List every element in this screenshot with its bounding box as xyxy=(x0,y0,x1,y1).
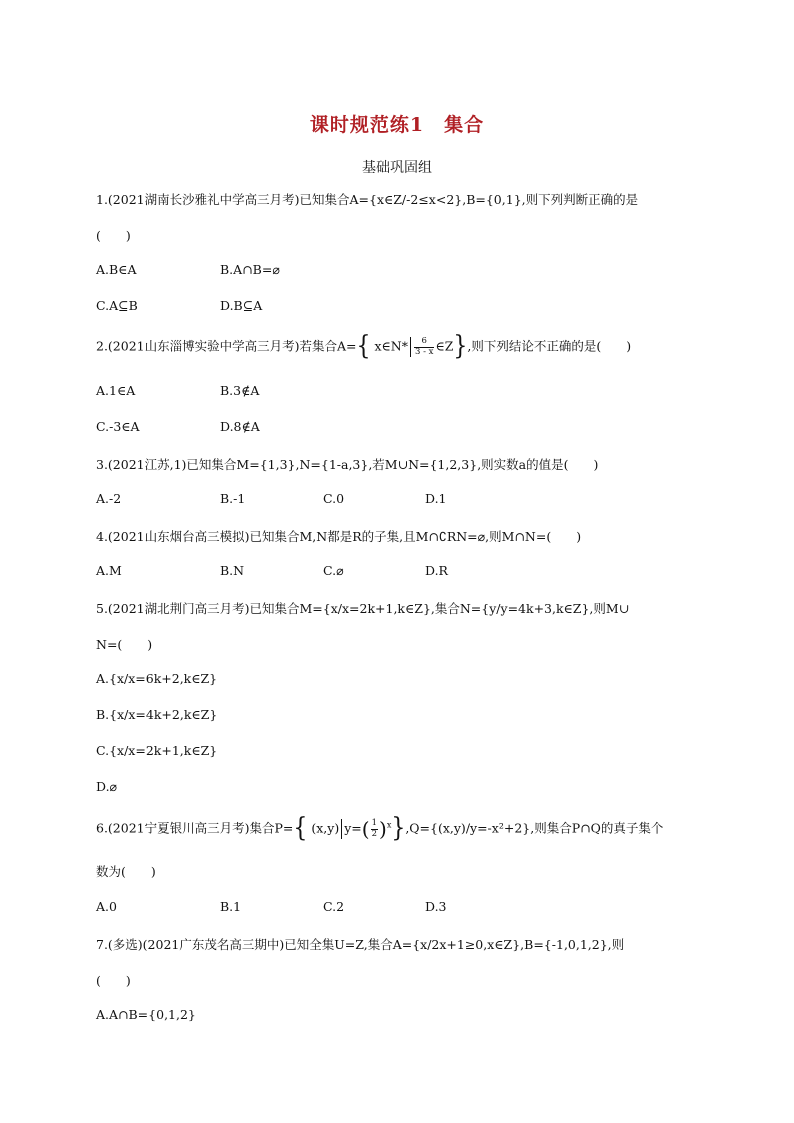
question-5-stem: 5.(2021湖北荆门高三月考)已知集合M={x/x=2k+1,k∈Z},集合N={y/y=4k+3,k∈Z},则M∪ xyxy=(96,601,630,616)
question-4-stem: 4.(2021山东烟台高三模拟)已知集合M,N都是R的子集,且M∩∁RN=⌀,则M∩N=( ) xyxy=(96,529,582,544)
right-paren: ) xyxy=(379,817,387,841)
question-6-option-c: C.2 xyxy=(323,899,345,914)
question-1-option-d: D.B⊆A xyxy=(220,298,263,313)
fraction xyxy=(371,819,378,840)
fraction-denominator: 3 - x xyxy=(414,346,434,357)
question-1-option-b: B.A∩B=⌀ xyxy=(220,262,280,277)
question-6-option-d: D.3 xyxy=(425,899,447,914)
question-6-prefix: 6.(2021宁夏银川高三月考)集合P= xyxy=(96,820,294,836)
question-4-option-a: A.M xyxy=(96,563,122,578)
question-4-option-b: B.N xyxy=(220,563,245,578)
set-condition-tail: ∈Z xyxy=(435,338,454,354)
fraction xyxy=(414,337,434,358)
y-equals: y= xyxy=(344,820,362,836)
question-5-stem-cont: N=( ) xyxy=(96,637,153,652)
question-2-option-d: D.8∉A xyxy=(220,419,260,434)
question-6-option-a: A.0 xyxy=(96,899,117,914)
set-variable: (x,y) xyxy=(311,820,340,836)
section-heading: 基础巩固组 xyxy=(362,160,432,176)
question-7-option-a: A.A∩B={0,1,2} xyxy=(96,1007,196,1022)
question-5-option-b: B.{x/x=4k+2,k∈Z} xyxy=(96,707,218,722)
question-1-option-c: C.A⊆B xyxy=(96,298,138,313)
exponent: x xyxy=(386,820,392,830)
fraction-denominator: 2 xyxy=(371,828,377,839)
question-1-stem: 1.(2021湖南长沙雅礼中学高三月考)已知集合A={x∈Z/-2≤x<2},B={0,1},则下列判断正确的是 xyxy=(96,192,639,207)
question-1-paren: ( ) xyxy=(96,228,131,243)
set-bar xyxy=(341,819,342,839)
question-5-option-d: D.⌀ xyxy=(96,779,118,794)
question-2-stem xyxy=(96,331,632,362)
right-brace: } xyxy=(453,331,468,362)
question-3-option-a: A.-2 xyxy=(96,491,122,506)
question-3-option-d: D.1 xyxy=(425,491,447,506)
question-5-option-a: A.{x/x=6k+2,k∈Z} xyxy=(96,671,218,686)
fraction-numerator: 6 xyxy=(414,337,434,348)
question-5-option-c: C.{x/x=2k+1,k∈Z} xyxy=(96,743,218,758)
question-6-stem xyxy=(96,813,664,844)
set-variable: x∈N* xyxy=(374,338,408,354)
question-2-option-a: A.1∈A xyxy=(96,383,136,398)
page-title: 课时规范练1 集合 xyxy=(309,114,485,136)
question-4-option-c: C.⌀ xyxy=(323,563,344,578)
question-6-suffix: ,Q={(x,y)/y=-x²+2},则集合P∩Q的真子集个 xyxy=(405,820,664,836)
left-brace: { xyxy=(356,331,371,362)
question-3-stem: 3.(2021江苏,1)已知集合M={1,3},N={1-a,3},若M∪N={1,2,3},则实数a的值是( ) xyxy=(96,457,599,472)
question-6-option-b: B.1 xyxy=(220,899,242,914)
right-brace: } xyxy=(391,813,406,844)
fraction-numerator: 1 xyxy=(371,817,377,828)
question-2-suffix: ,则下列结论不正确的是( ) xyxy=(467,338,632,354)
question-7-stem: 7.(多选)(2021广东茂名高三期中)已知全集U=Z,集合A={x/2x+1≥0,x∈Z},B={-1,0,1,2},则 xyxy=(96,937,625,952)
question-2-prefix: 2.(2021山东淄博实验中学高三月考)若集合A= xyxy=(96,338,357,354)
question-3-option-b: B.-1 xyxy=(220,491,246,506)
set-bar xyxy=(410,337,411,357)
left-paren: ( xyxy=(361,817,370,841)
question-1-option-a: A.B∈A xyxy=(96,262,137,277)
question-3-option-c: C.0 xyxy=(323,491,345,506)
question-6-stem-cont: 数为( ) xyxy=(96,864,156,879)
question-7-paren: ( ) xyxy=(96,973,131,988)
question-2-option-b: B.3∉A xyxy=(220,383,260,398)
question-2-option-c: C.-3∈A xyxy=(96,419,140,434)
left-brace: { xyxy=(293,813,308,844)
question-4-option-d: D.R xyxy=(425,563,448,578)
